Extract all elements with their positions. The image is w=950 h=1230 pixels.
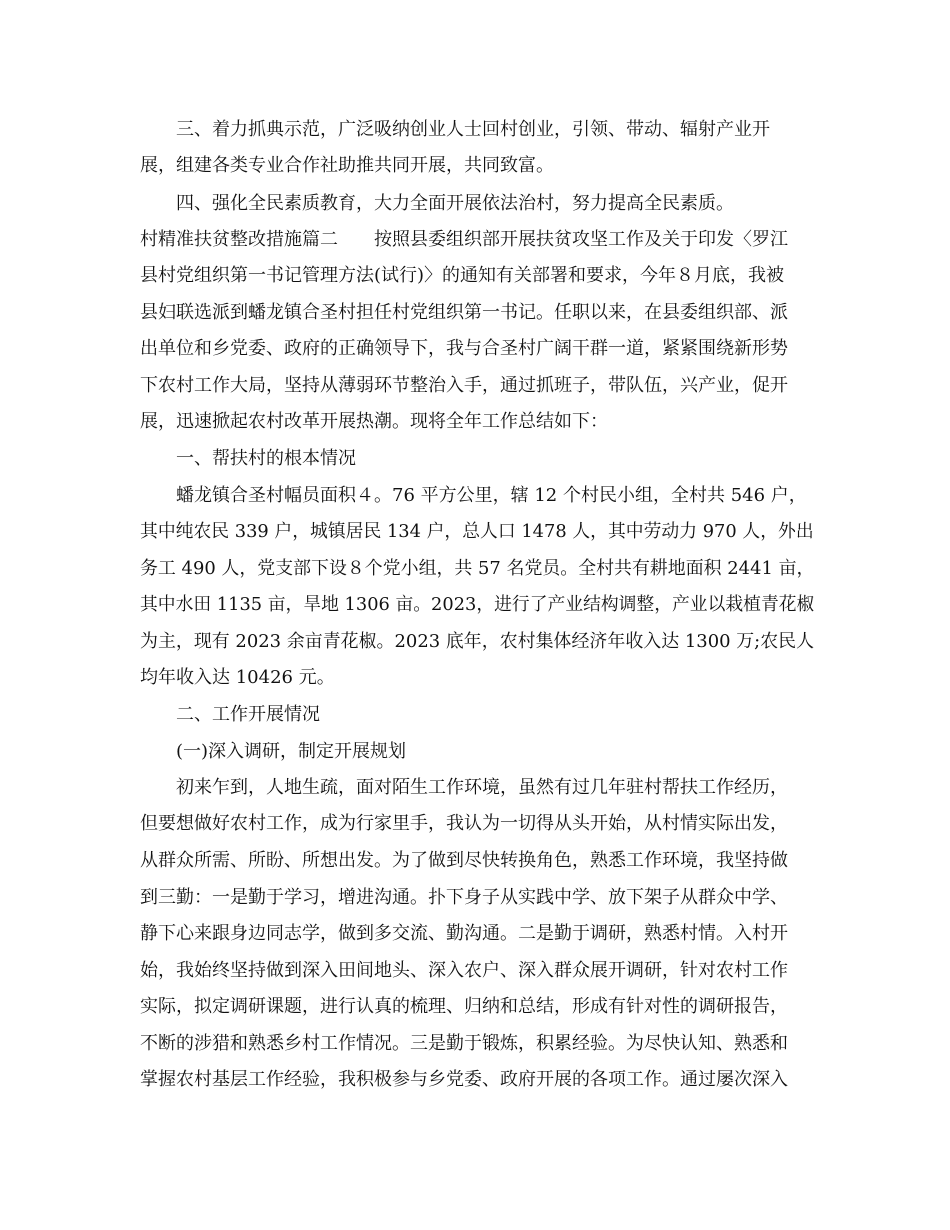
subsection-heading: (一)深入调研，制定开展规划 [176, 741, 407, 762]
text-line: 展，迅速掀起农村改革开展热潮。现将全年工作总结如下： [140, 411, 608, 432]
text-line: 其中水田 1135 亩，旱地 1306 亩。2023，进行了产业结构调整，产业以栽植青花椒 [140, 594, 815, 615]
text-line: 下农村工作大局，坚持从薄弱环节整治入手，通过抓班子，带队伍，兴产业，促开 [140, 375, 788, 396]
text-line: 实际，拟定调研课题，进行认真的梳理、归纳和总结，形成有针对性的调研报告， [140, 996, 788, 1017]
text-line: 四、强化全民素质教育，大力全面开展依法治村，努力提高全民素质。 [176, 193, 734, 214]
text-line: 不断的涉猎和熟悉乡村工作情况。三是勤于锻炼，积累经验。为尽快认知、熟悉和 [140, 1033, 788, 1054]
section-heading: 二、工作开展情况 [176, 704, 320, 725]
text-line: 展，组建各类专业合作社助推共同开展，共同致富。 [140, 155, 554, 176]
text-line: 其中纯农民 339 户，城镇居民 134 户，总人口 1478 人，其中劳动力 970 人，外出 [140, 521, 814, 542]
text-line: 县妇联选派到蟠龙镇合圣村担任村党组织第一书记。任职以来，在县委组织部、派 [140, 302, 788, 323]
text-line: 出单位和乡党委、政府的正确领导下，我与合圣村广阔干群一道，紧紧围绕新形势 [140, 338, 788, 359]
text-line: 掌握农村基层工作经验，我积极参与乡党委、政府开展的各项工作。通过屡次深入 [140, 1069, 788, 1090]
text-line: 为主，现有 2023 余亩青花椒。2023 底年，农村集体经济年收入达 1300 万;农民人 [140, 631, 815, 652]
section-heading: 一、帮扶村的根本情况 [176, 448, 356, 469]
text-line: 但要想做好农村工作，成为行家里手，我认为一切得从头开始，从村情实际出发， [140, 813, 788, 834]
text-line: 到三勤：一是勤于学习，增进沟通。扑下身子从实践中学、放下架子从群众中学、 [140, 887, 788, 908]
text-line: 务工 490 人，党支部下设８个党小组，共 57 名党员。全村共有耕地面积 2441 亩， [140, 558, 815, 579]
text-line: 村精准扶贫整改措施篇二 按照县委组织部开展扶贫攻坚工作及关于印发〈罗江 [140, 229, 788, 250]
text-line: 静下心来跟身边同志学，做到多交流、勤沟通。二是勤于调研，熟悉村情。入村开 [140, 923, 788, 944]
text-line: 蟠龙镇合圣村幅员面积４。76 平方公里，辖 12 个村民小组，全村共 546 户， [176, 485, 807, 506]
text-line: 三、着力抓典示范，广泛吸纳创业人士回村创业，引领、带动、辐射产业开 [176, 119, 770, 140]
text-line: 初来乍到，人地生疏，面对陌生工作环境，虽然有过几年驻村帮扶工作经历， [176, 777, 788, 798]
text-line: 始，我始终坚持做到深入田间地头、深入农户、深入群众展开调研，针对农村工作 [140, 960, 788, 981]
text-line: 从群众所需、所盼、所想出发。为了做到尽快转换角色，熟悉工作环境，我坚持做 [140, 850, 788, 871]
text-line: 均年收入达 10426 元。 [140, 667, 335, 688]
text-line: 县村党组织第一书记管理方法(试行)〉的通知有关部署和要求，今年８月底，我被 [140, 265, 785, 286]
